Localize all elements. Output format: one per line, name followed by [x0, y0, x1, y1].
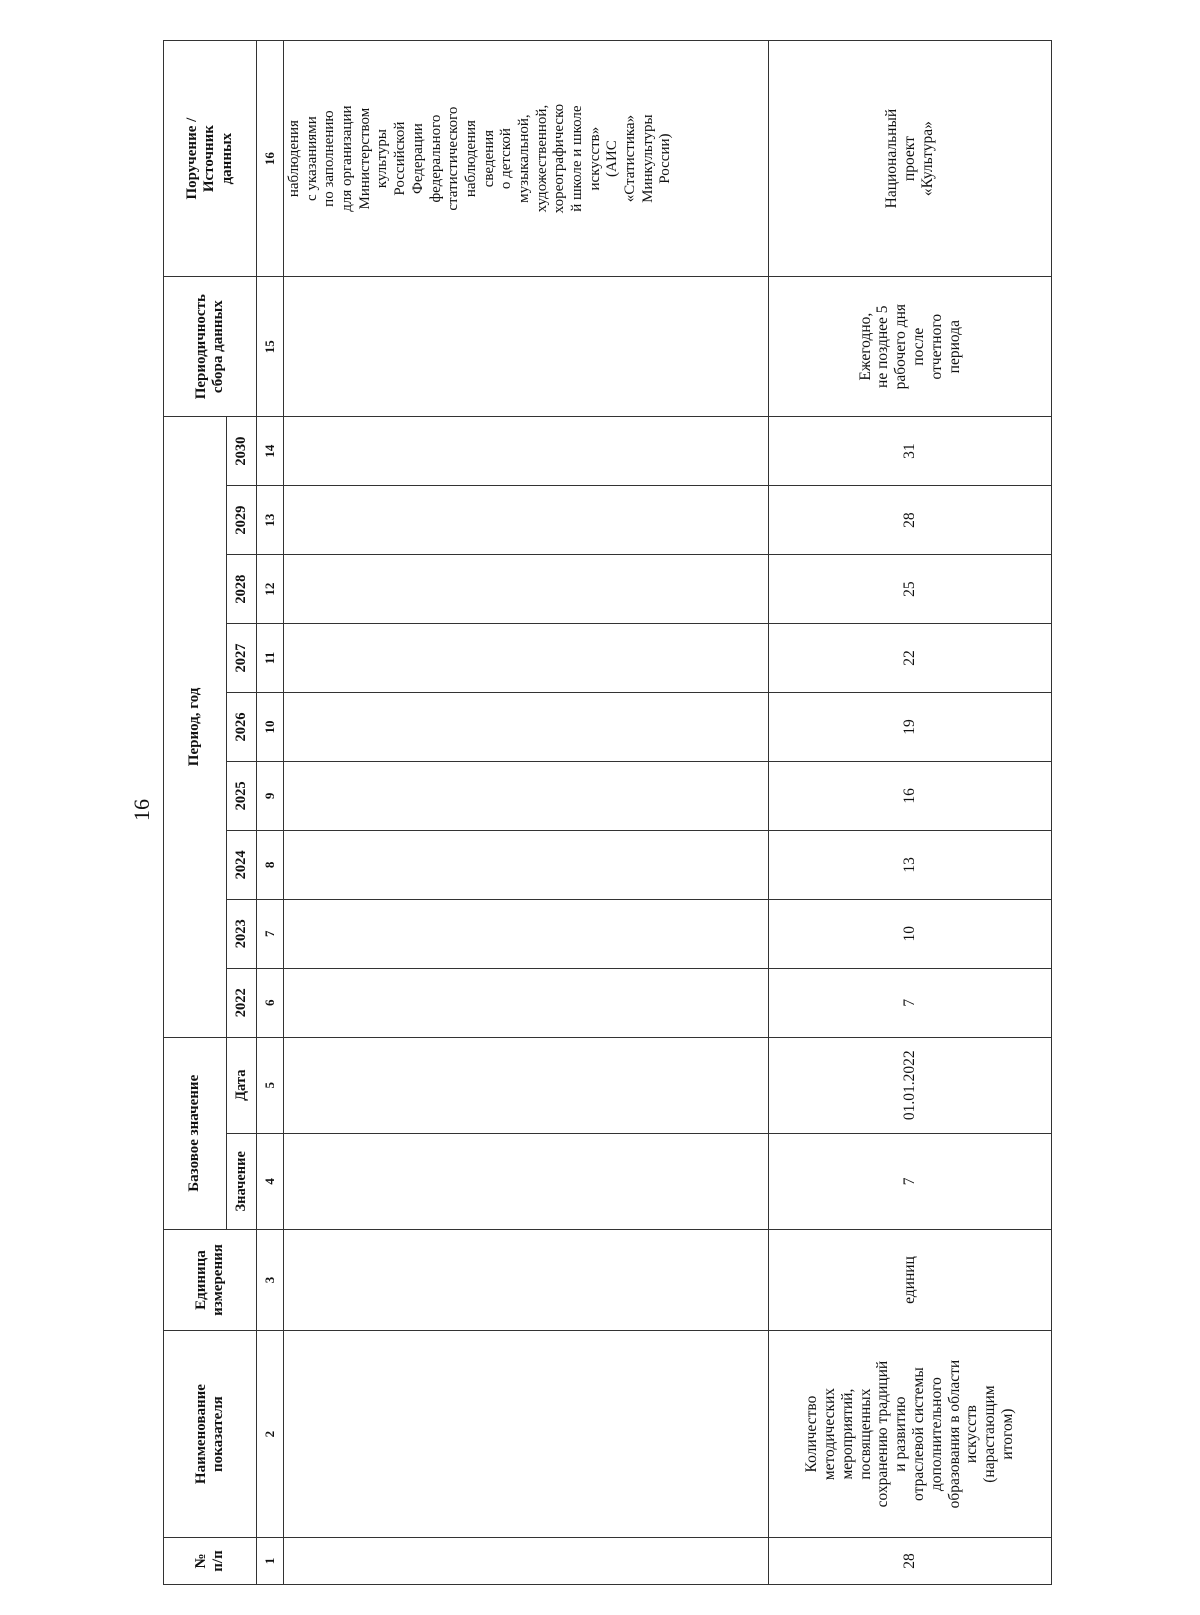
row-year-value	[284, 692, 769, 761]
header-year: 2024	[227, 830, 257, 899]
header-year: 2027	[227, 624, 257, 693]
row-year-value: 16	[769, 761, 1052, 830]
header-year: 2028	[227, 555, 257, 624]
row-year-value: 22	[769, 624, 1052, 693]
row-year-value: 31	[769, 417, 1052, 486]
row-year-value	[284, 417, 769, 486]
column-number: 3	[257, 1229, 284, 1330]
column-number: 10	[257, 692, 284, 761]
row-indicator-name	[284, 1331, 769, 1538]
page-number: 16	[129, 799, 154, 821]
row-year-value: 13	[769, 830, 1052, 899]
header-year: 2029	[227, 486, 257, 555]
column-number: 14	[257, 417, 284, 486]
header-number: № п/п	[164, 1538, 257, 1585]
row-year-value	[284, 830, 769, 899]
header-year: 2025	[227, 761, 257, 830]
column-number: 5	[257, 1037, 284, 1133]
row-unit: единиц	[769, 1229, 1052, 1330]
row-base-value: 7	[769, 1133, 1052, 1229]
row-number	[284, 1538, 769, 1585]
column-number: 7	[257, 899, 284, 968]
row-year-value: 28	[769, 486, 1052, 555]
column-number: 16	[257, 41, 284, 277]
row-year-value: 7	[769, 968, 1052, 1037]
row-year-value	[284, 624, 769, 693]
row-year-value	[284, 486, 769, 555]
header-unit: Единица измерения	[164, 1229, 257, 1330]
indicator-table-container	[163, 40, 1063, 1585]
row-unit	[284, 1229, 769, 1330]
row-base-date: 01.01.2022	[769, 1037, 1052, 1133]
header-indicator-name: Наименование показателя	[164, 1331, 257, 1538]
row-source: Национальный проект «Культура»	[769, 41, 1052, 277]
column-number: 11	[257, 624, 284, 693]
column-number: 2	[257, 1331, 284, 1538]
row-base-date	[284, 1037, 769, 1133]
header-base-value-value: Значение	[227, 1133, 257, 1229]
header-frequency: Периодичность сбора данных	[164, 277, 257, 417]
header-year: 2026	[227, 692, 257, 761]
row-year-value: 19	[769, 692, 1052, 761]
column-number: 8	[257, 830, 284, 899]
column-number: 4	[257, 1133, 284, 1229]
row-year-value	[284, 761, 769, 830]
column-number: 13	[257, 486, 284, 555]
row-number: 28	[769, 1538, 1052, 1585]
table-row	[284, 41, 769, 1585]
indicator-table	[163, 40, 1052, 1585]
row-frequency: Ежегодно, не позднее 5 рабочего дня после отчетного периода	[769, 277, 1052, 417]
row-source: наблюдения с указаниями по заполнению для организации Министерством культуры Российской Федерации федерального статистического наблюдения сведения о детской музыкальной, художественной, хореографическо й школе и школе искусств» (АИС «Статистика» Минкультуры России)	[284, 41, 769, 277]
column-number: 12	[257, 555, 284, 624]
row-year-value	[284, 899, 769, 968]
header-period: Период, год	[164, 417, 227, 1038]
row-year-value	[284, 555, 769, 624]
column-number: 6	[257, 968, 284, 1037]
column-number: 15	[257, 277, 284, 417]
header-year: 2023	[227, 899, 257, 968]
header-base-value: Базовое значение	[164, 1037, 227, 1229]
row-year-value: 25	[769, 555, 1052, 624]
row-frequency	[284, 277, 769, 417]
row-year-value	[284, 968, 769, 1037]
header-year: 2030	[227, 417, 257, 486]
table-row	[769, 41, 1052, 1585]
header-source: Поручение / Источник данных	[164, 41, 257, 277]
column-number: 1	[257, 1538, 284, 1585]
column-number: 9	[257, 761, 284, 830]
header-base-value-date: Дата	[227, 1037, 257, 1133]
row-indicator-name: Количество методических мероприятий, посвященных сохранению традиций и развитию отраслевой системы дополнительного образования в области искусств (нарастающим итогом)	[769, 1331, 1052, 1538]
header-year: 2022	[227, 968, 257, 1037]
row-base-value	[284, 1133, 769, 1229]
row-year-value: 10	[769, 899, 1052, 968]
